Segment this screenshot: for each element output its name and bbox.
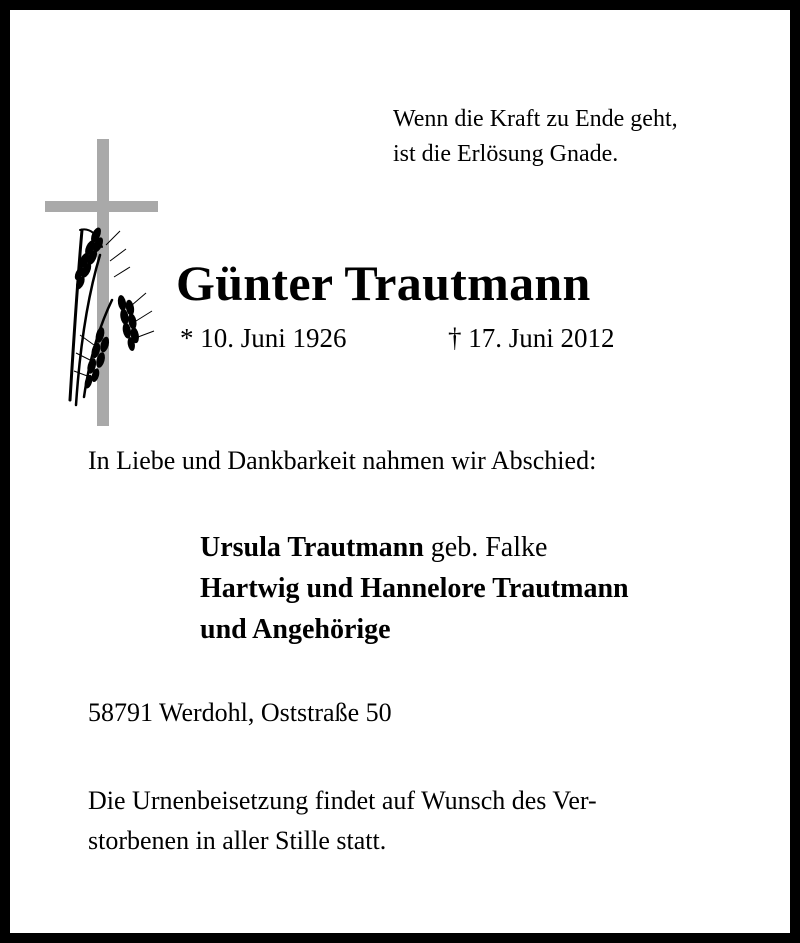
mourner-maiden-name: geb. Falke — [423, 532, 548, 563]
address: 58791 Werdohl, Oststraße 50 — [88, 698, 392, 727]
cross-vertical-beam — [97, 139, 109, 426]
burial-notice-line-2: storbenen in aller Stille statt. — [88, 826, 387, 855]
mourner-line-1 — [200, 527, 629, 568]
burial-notice — [88, 781, 597, 861]
mourner-name: Ursula Trautmann — [200, 532, 424, 563]
mourners-list — [200, 527, 629, 650]
cross-with-wheat-svg — [40, 135, 165, 430]
mourner-line-2: Hartwig und Hannelore Trautmann — [200, 573, 629, 604]
death-date: † 17. Juni 2012 — [448, 323, 615, 353]
cross-with-wheat-icon — [40, 135, 165, 435]
mourner-line-3: und Angehörige — [200, 614, 391, 645]
cross-horizontal-beam — [45, 201, 158, 212]
birth-date: * 10. Juni 1926 — [180, 323, 347, 353]
motto-quote — [393, 102, 678, 172]
motto-line-1: Wenn die Kraft zu Ende geht, — [393, 106, 678, 132]
burial-notice-line-1: Die Urnenbeisetzung findet auf Wunsch des Ver- — [88, 786, 597, 815]
motto-line-2: ist die Erlösung Gnade. — [393, 141, 619, 167]
farewell-intro: In Liebe und Dankbarkeit nahmen wir Abschied: — [88, 446, 597, 475]
deceased-name: Günter Trautmann — [176, 255, 591, 311]
